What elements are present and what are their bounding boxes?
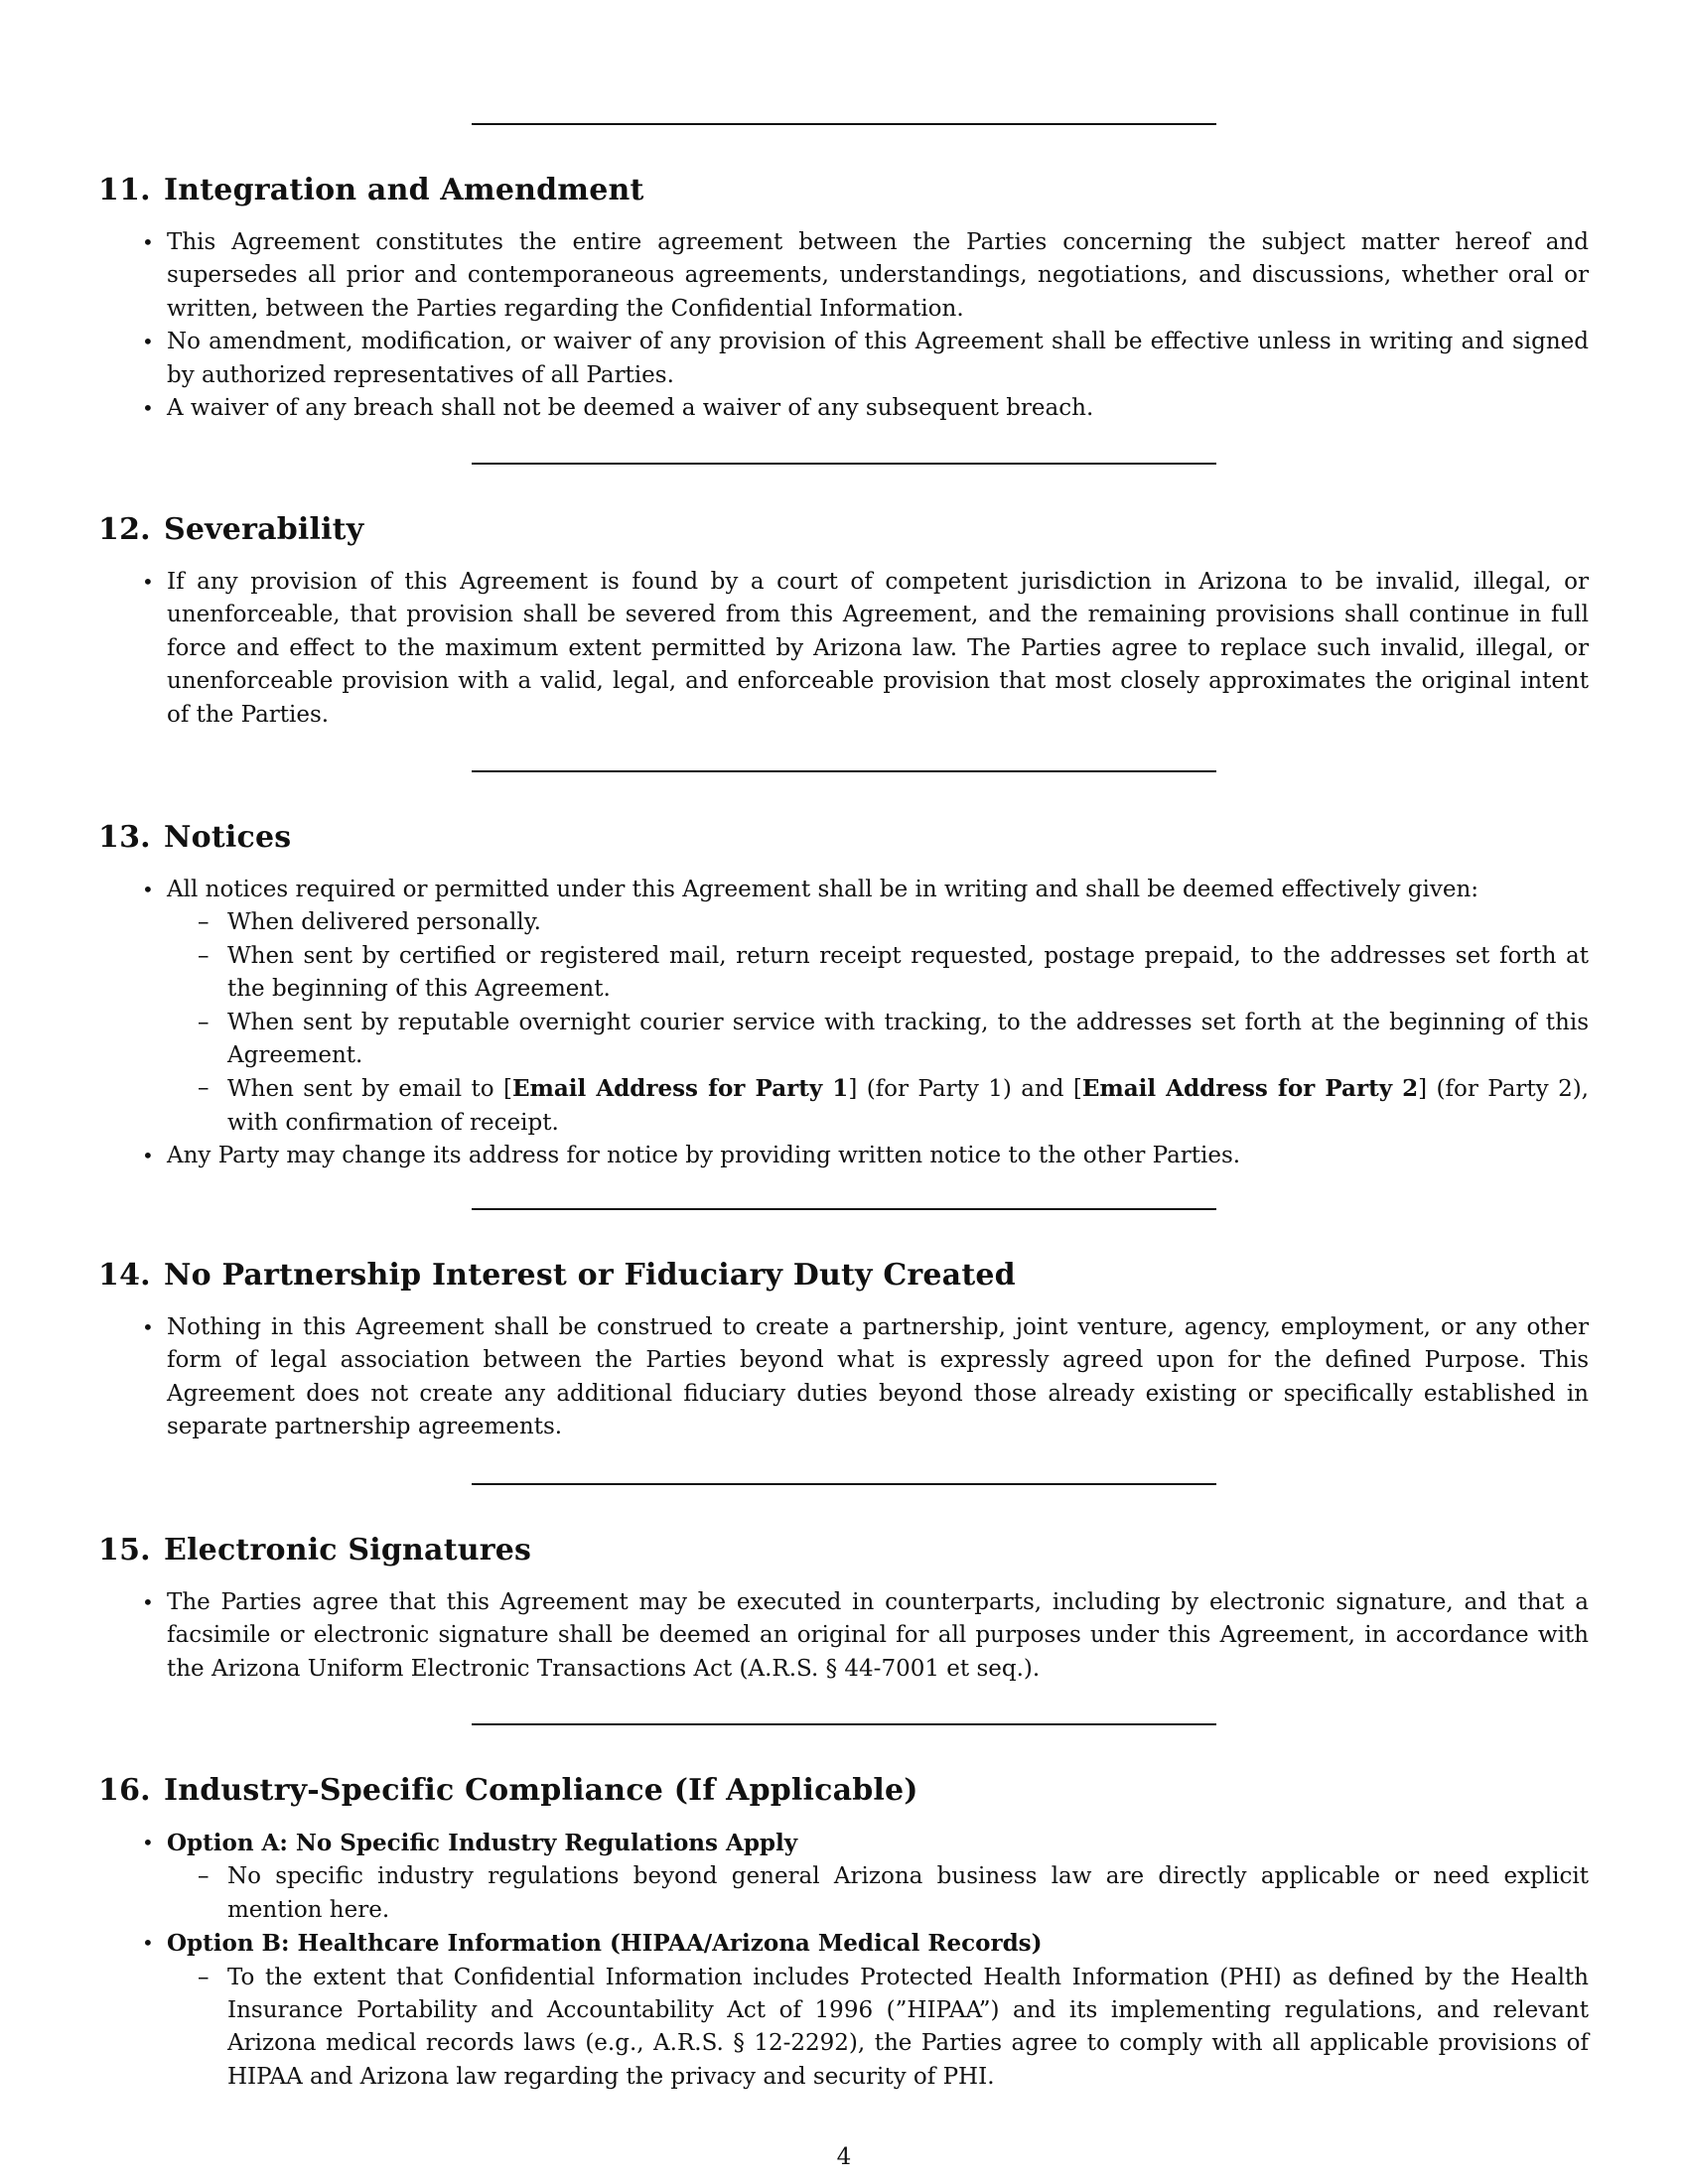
dash-icon: – <box>198 1009 210 1035</box>
dash-icon: – <box>198 1075 210 1102</box>
sub-list-item-text: No specific industry regulations beyond general Arizona business law are directly applicable or need explicit mention here. <box>227 1863 1589 1923</box>
sub-list-item <box>198 1007 1589 1073</box>
section-divider <box>472 1483 1216 1485</box>
bullet-icon: • <box>142 570 154 594</box>
section-number: 15. <box>98 1533 151 1568</box>
sub-list-item <box>198 1962 1589 2095</box>
dash-icon: – <box>198 942 210 969</box>
section-divider <box>472 463 1216 465</box>
section-16-heading <box>98 1773 918 1809</box>
list-item <box>142 326 1589 392</box>
email-clause-middle: (for Party 1) and <box>857 1076 1073 1103</box>
sub-list-item-text: To the extent that Confidential Information includes Protected Health Information (PHI) as defined by the Health Insurance Portability and Accountability Act of 1996 (”HIPAA”) and its implementing regulations, and relevant Arizona medical records laws (e.g., A.R.S. § 12-2292), the Parties agree to comply with all applicable provisions of HIPAA and Arizona law regarding the privacy and security of PHI. <box>227 1964 1589 2090</box>
bullet-icon: • <box>142 230 154 254</box>
sub-list-item-text: When delivered personally. <box>227 909 541 936</box>
section-13-body <box>142 874 1589 1173</box>
sub-list-item <box>198 906 1589 939</box>
email-clause-prefix: When sent by email to <box>227 1076 503 1103</box>
section-title: Electronic Signatures <box>164 1533 532 1568</box>
section-16-body <box>142 1827 1589 2094</box>
list-item <box>142 1140 1589 1172</box>
sub-list-item-text: When sent by certified or registered mail, return receipt requested, postage prepaid, to the addresses set forth at the beginning of this Agreement. <box>227 942 1589 1003</box>
bullet-icon: • <box>142 1931 154 1956</box>
list-item <box>142 226 1589 326</box>
list-item-text: No amendment, modification, or waiver of any provision of this Agreement shall be effective unless in writing and signed by authorized representatives of all Parties. <box>167 329 1589 388</box>
list-item-text: If any provision of this Agreement is found by a court of competent jurisdiction in Arizona to be invalid, illegal, or unenforceable, that provision shall be severed from this Agreement, and the remaining provisions shall continue in full force and effect to the maximum extent permitted by Arizona law. The Parties agree to replace such invalid, illegal, or unenforceable provision with a valid, legal, and enforceable provision that most closely approximates the original intent of the Parties. <box>167 569 1589 728</box>
dash-icon: – <box>198 909 210 936</box>
section-title: Notices <box>164 820 292 855</box>
list-item-text: The Parties agree that this Agreement may be executed in counterparts, including by electronic signature, and that a facsimile or electronic signature shall be deemed an original for all purposes under this Agreement, in accordance with the Arizona Uniform Electronic Transactions Act (A.R.S. § 44-7001 et seq.). <box>167 1589 1589 1682</box>
dash-icon: – <box>198 1863 210 1890</box>
bullet-icon: • <box>142 1831 154 1854</box>
list-item-text: All notices required or permitted under this Agreement shall be in writing and shall be deemed effectively given: <box>167 877 1479 902</box>
dash-icon: – <box>198 1964 210 1990</box>
list-item <box>142 1927 1589 1961</box>
bullet-icon: • <box>142 1144 154 1168</box>
section-divider <box>472 770 1216 772</box>
list-item <box>142 392 1589 425</box>
section-14-heading <box>98 1258 1016 1294</box>
section-14-body <box>142 1311 1589 1444</box>
email-clause-suffix: (for Party 2), with confirmation of receipt. <box>227 1076 1589 1136</box>
section-number: 12. <box>98 512 151 547</box>
page-number: 4 <box>836 2144 852 2170</box>
section-13-heading <box>98 820 291 856</box>
option-b-title: Option B: Healthcare Information (HIPAA/Arizona Medical Records) <box>167 1930 1043 1958</box>
section-11-body <box>142 226 1589 425</box>
sub-list-item <box>198 1860 1589 1927</box>
bullet-icon: • <box>142 396 154 421</box>
section-number: 13. <box>98 820 151 855</box>
list-item <box>142 566 1589 732</box>
section-title: No Partnership Interest or Fiduciary Duty Created <box>164 1258 1016 1293</box>
bullet-icon: • <box>142 1315 154 1339</box>
section-title: Severability <box>164 512 364 547</box>
list-item-text: A waiver of any breach shall not be deemed a waiver of any subsequent breach. <box>167 395 1094 422</box>
section-divider <box>472 123 1216 125</box>
list-item-text: Nothing in this Agreement shall be construed to create a partnership, joint venture, agency, employment, or any other form of legal association between the Parties beyond what is expressly agreed upon for the defined Purpose. This Agreement does not create any additional fiduciary duties beyond those already existing or specifically established in separate partnership agreements. <box>167 1314 1589 1440</box>
section-title: Industry-Specific Compliance (If Applicable) <box>164 1773 918 1808</box>
option-a-title: Option A: No Specific Industry Regulations Apply <box>167 1830 798 1856</box>
section-12-heading <box>98 512 363 548</box>
section-title: Integration and Amendment <box>164 173 644 207</box>
section-divider <box>472 1723 1216 1725</box>
bullet-icon: • <box>142 1590 154 1614</box>
section-12-body <box>142 566 1589 732</box>
list-item-text: This Agreement constitutes the entire agreement between the Parties concerning the subject matter hereof and supersedes all prior and contemporaneous agreements, understandings, negotiations, and discussions, whether oral or written, between the Parties regarding the Confidential Information. <box>167 229 1589 322</box>
party-1-email-placeholder: Email Address for Party 1 <box>511 1075 849 1103</box>
list-item <box>142 1827 1589 1860</box>
section-15-heading <box>98 1533 531 1569</box>
bullet-icon: • <box>142 878 154 901</box>
list-item <box>142 1311 1589 1444</box>
section-divider <box>472 1208 1216 1210</box>
list-item-text: Any Party may change its address for notice by providing written notice to the other Parties. <box>167 1143 1241 1169</box>
section-number: 11. <box>98 173 151 207</box>
party-2-email-placeholder: Email Address for Party 2 <box>1081 1075 1419 1103</box>
section-11-heading <box>98 173 644 208</box>
section-number: 16. <box>98 1773 151 1808</box>
section-number: 14. <box>98 1258 151 1293</box>
list-item <box>142 1586 1589 1686</box>
list-item <box>142 874 1589 906</box>
sub-list-item: – When sent by email to [Email Address for Party 1] (for Party 1) and [Email Address for Party 2] (for Party 2), with confirmation of receipt. <box>227 1072 1589 1140</box>
sub-list-item-text: When sent by reputable overnight courier service with tracking, to the addresses set forth at the beginning of this Agreement. <box>227 1009 1589 1069</box>
sub-list-item <box>198 940 1589 1007</box>
bullet-icon: • <box>142 330 154 354</box>
section-15-body <box>142 1586 1589 1686</box>
